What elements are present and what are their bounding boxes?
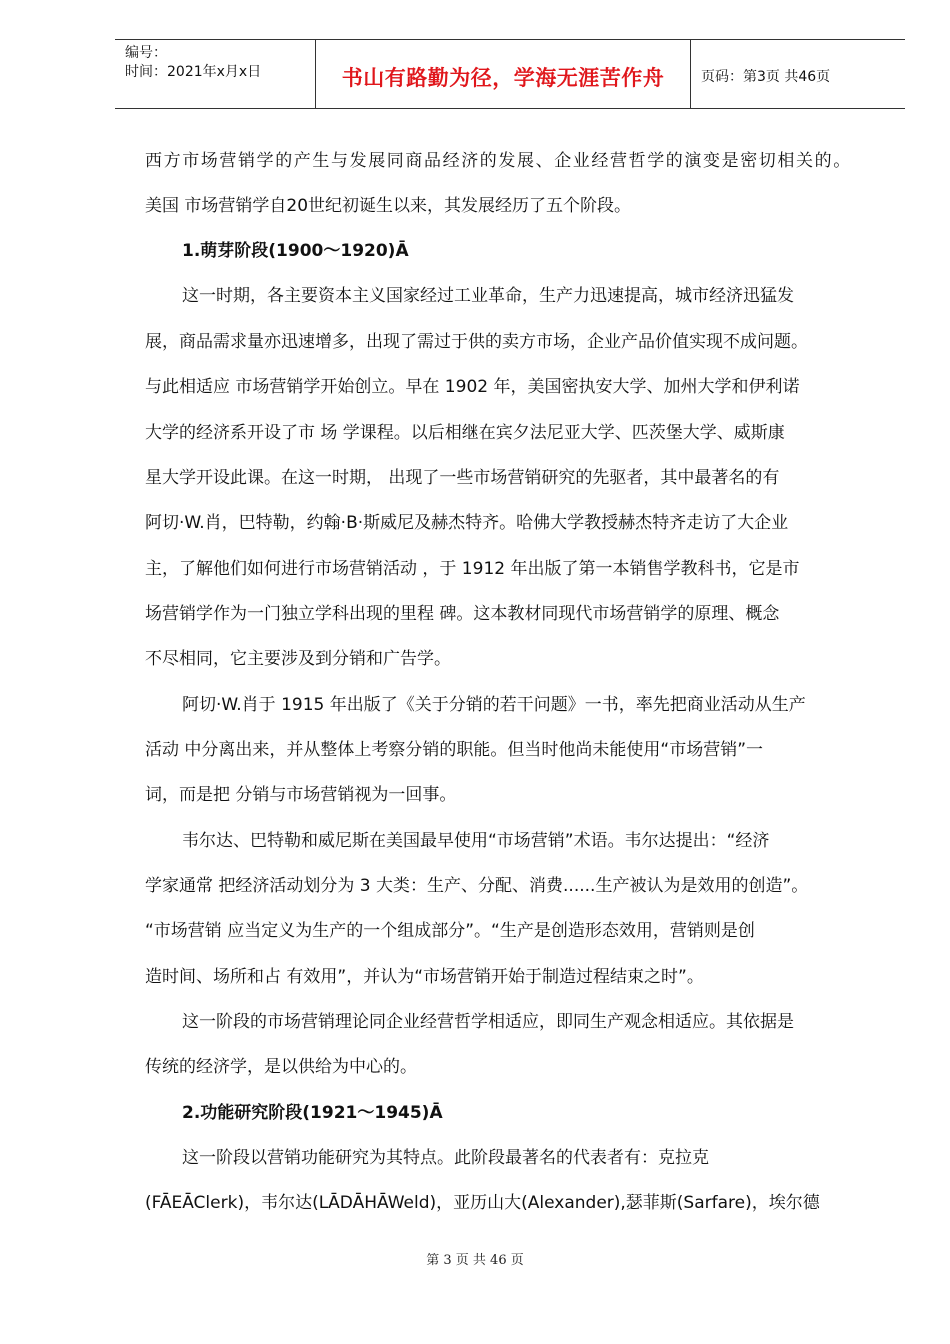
- header-motto-cell: [316, 40, 691, 108]
- body-line: 美国 市场营销学自20世纪初诞生以来，其发展经历了五个阶段。: [145, 196, 632, 216]
- body-line: (FĀEĀClerk)，韦尔达(LĀDĀHĀWeld)，亚历山大(Alexander),瑟菲斯(Sarfare)，埃尔德: [145, 1193, 820, 1213]
- body-line: 词，而是把 分销与市场营销视为一回事。: [145, 785, 457, 805]
- body-line: 场营销学作为一门独立学科出现的里程 碑。这本教材同现代市场营销学的原理、概念: [145, 604, 780, 624]
- body-line: 造时间、场所和占 有效用”，并认为“市场营销开始于制造过程结束之时”。: [145, 967, 704, 987]
- header-motto: 书山有路勤为径，学海无涯苦作舟: [341, 65, 665, 90]
- body-line: 展，商品需求量亦迅速增多，出现了需过于供的卖方市场，企业产品价值实现不成问题。: [145, 332, 808, 352]
- header-page-cell: [691, 40, 905, 108]
- document-time-label: 时间：2021年x月x日: [125, 64, 262, 80]
- body-line: 这一时期，各主要资本主义国家经过工业革命，生产力迅速提高，城市经济迅猛发: [182, 286, 794, 306]
- body-line: 学家通常 把经济活动划分为 3 大类：生产、分配、消费......生产被认为是效用的创造”。: [145, 876, 809, 896]
- page-header: [115, 39, 905, 109]
- body-line: 星大学开设此课。在这一时期， 出现了一些市场营销研究的先驱者，其中最著名的有: [145, 468, 780, 488]
- body-line: 西方市场营销学的产生与发展同商品经济的发展、企业经营哲学的演变是密切相关的。: [145, 151, 852, 171]
- body-line: 阿切·W.肖于 1915 年出版了《关于分销的若干问题》一书，率先把商业活动从生产: [182, 695, 806, 715]
- section-heading: 2.功能研究阶段(1921～1945)Ā: [182, 1103, 443, 1123]
- header-page-info: 页码：第3页 共46页: [701, 69, 831, 85]
- document-number-label: 编号：: [125, 45, 167, 61]
- body-line: 韦尔达、巴特勒和威尼斯在美国最早使用“市场营销”术语。韦尔达提出：“经济: [182, 831, 770, 851]
- body-line: 与此相适应 市场营销学开始创立。早在 1902 年，美国密执安大学、加州大学和伊利诺: [145, 377, 800, 397]
- body-line: 大学的经济系开设了市 场 学课程。以后相继在宾夕法尼亚大学、匹茨堡大学、威斯康: [145, 423, 785, 443]
- header-meta-cell: [115, 40, 316, 108]
- body-line: 活动 中分离出来，并从整体上考察分销的职能。但当时他尚未能使用“市场营销”一: [145, 740, 764, 760]
- body-line: 这一阶段以营销功能研究为其特点。此阶段最著名的代表者有：克拉克: [182, 1148, 709, 1168]
- body-line: 传统的经济学，是以供给为中心的。: [145, 1057, 417, 1077]
- body-line: 主，了解他们如何进行市场营销活动 ，于 1912 年出版了第一本销售学教科书，它是市: [145, 559, 800, 579]
- body-line: 这一阶段的市场营销理论同企业经营哲学相适应，即同生产观念相适应。其依据是: [182, 1012, 794, 1032]
- section-heading: 1.萌芽阶段(1900～1920)Ā: [182, 241, 409, 261]
- body-line: “市场营销 应当定义为生产的一个组成部分”。“生产是创造形态效用，营销则是创: [145, 921, 755, 941]
- body-line: 阿切·W.肖，巴特勒，约翰·B·斯威尼及赫杰特齐。哈佛大学教授赫杰特齐走访了大企业: [145, 513, 789, 533]
- page-footer: 第 3 页 共 46 页: [426, 1253, 524, 1268]
- body-line: 不尽相同，它主要涉及到分销和广告学。: [145, 649, 451, 669]
